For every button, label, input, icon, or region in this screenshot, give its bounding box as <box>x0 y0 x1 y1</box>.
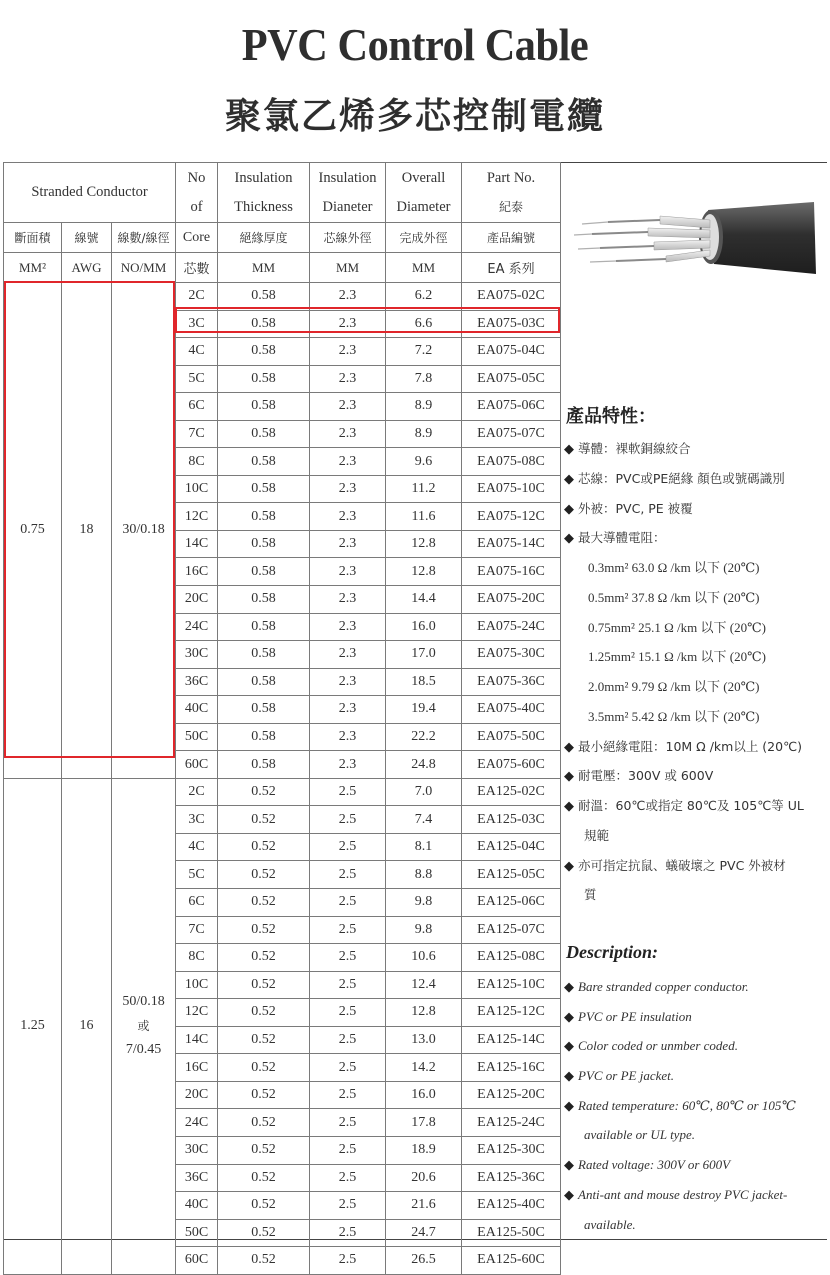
cell-od: 18.5 <box>386 668 462 696</box>
cell-ins_d: 2.5 <box>310 1109 386 1137</box>
header-zh-area: 斷面積 <box>4 223 62 253</box>
cell-ins_d: 2.3 <box>310 393 386 421</box>
conductor-no-mm-primary: 30/0.18 <box>122 522 165 538</box>
page-subtitle-chinese: 聚氯乙烯多芯控制電纜 <box>224 96 605 137</box>
cell-ins_d: 2.3 <box>310 420 386 448</box>
cell-thick: 0.58 <box>218 283 310 311</box>
cell-part: EA125-02C <box>462 778 561 806</box>
cell-core: 20C <box>176 586 218 614</box>
cell-od: 6.2 <box>386 283 462 311</box>
description-item <box>564 1210 826 1240</box>
table-row <box>4 778 561 806</box>
cell-ins_d: 2.3 <box>310 283 386 311</box>
cell-thick: 0.58 <box>218 558 310 586</box>
cell-ins_d: 2.3 <box>310 751 386 779</box>
header-row-chinese <box>4 223 561 253</box>
cell-ins_d: 2.3 <box>310 558 386 586</box>
cell-ins_d: 2.3 <box>310 696 386 724</box>
cell-thick: 0.58 <box>218 475 310 503</box>
cell-ins_d: 2.5 <box>310 971 386 999</box>
header-zh-thickness: 絕緣厚度 <box>218 223 310 253</box>
diamond-bullet-icon: ◆ <box>564 1157 574 1173</box>
cell-ins_d: 2.5 <box>310 889 386 917</box>
feature-item <box>564 791 826 821</box>
cell-thick: 0.52 <box>218 1109 310 1137</box>
cell-part: EA125-24C <box>462 1109 561 1137</box>
diamond-bullet-icon: ◆ <box>564 1186 574 1202</box>
cell-ins_d: 2.3 <box>310 668 386 696</box>
features-title: 產品特性： <box>566 406 656 427</box>
feature-text: 0.5mm² 37.8 Ω /km 以下 (20℃) <box>588 589 760 605</box>
feature-item <box>564 702 826 732</box>
cell-part: EA075-14C <box>462 530 561 558</box>
cell-part: EA125-04C <box>462 833 561 861</box>
cell-core: 4C <box>176 833 218 861</box>
feature-item <box>564 523 826 553</box>
cell-part: EA075-36C <box>462 668 561 696</box>
cell-core: 60C <box>176 751 218 779</box>
cell-ins_d: 2.3 <box>310 475 386 503</box>
feature-text: 1.25mm² 15.1 Ω /km 以下 (20℃) <box>588 649 766 665</box>
cell-thick: 0.52 <box>218 971 310 999</box>
cell-thick: 0.58 <box>218 641 310 669</box>
feature-text: 質 <box>584 887 597 903</box>
feature-item <box>564 613 826 643</box>
cell-core: 5C <box>176 365 218 393</box>
feature-item <box>564 642 826 672</box>
cell-ins_d: 2.3 <box>310 365 386 393</box>
description-text: Bare stranded copper conductor. <box>578 979 749 994</box>
description-text: PVC or PE jacket. <box>578 1068 675 1084</box>
cell-thick: 0.52 <box>218 1054 310 1082</box>
cell-part: EA075-06C <box>462 393 561 421</box>
cell-od: 16.0 <box>386 1081 462 1109</box>
cell-part: EA075-24C <box>462 613 561 641</box>
feature-item <box>564 880 826 910</box>
cell-core: 20C <box>176 1081 218 1109</box>
cell-part: EA125-08C <box>462 944 561 972</box>
cell-ins_d: 2.5 <box>310 833 386 861</box>
cell-od: 18.9 <box>386 1136 462 1164</box>
cell-core: 10C <box>176 475 218 503</box>
unit-series: EA 系列 <box>462 253 561 283</box>
header-row-english <box>4 163 561 223</box>
cell-ins_d: 2.5 <box>310 861 386 889</box>
cell-core: 16C <box>176 558 218 586</box>
cell-od: 17.8 <box>386 1109 462 1137</box>
feature-item <box>564 434 826 464</box>
cell-od: 8.8 <box>386 861 462 889</box>
cell-core: 16C <box>176 1054 218 1082</box>
cell-ins_d: 2.3 <box>310 338 386 366</box>
cell-thick: 0.58 <box>218 696 310 724</box>
cell-part: EA075-50C <box>462 723 561 751</box>
feature-text: 0.75mm² 25.1 Ω /km 以下 (20℃) <box>588 619 766 635</box>
cell-part: EA125-60C <box>462 1247 561 1275</box>
unit-core: 芯數 <box>176 253 218 283</box>
cell-ins_d: 2.5 <box>310 1247 386 1275</box>
cell-core: 7C <box>176 420 218 448</box>
cell-part: EA075-60C <box>462 751 561 779</box>
description-text: available. <box>584 1216 636 1232</box>
header-insulation-diameter: Insulation Dianeter <box>310 163 386 223</box>
cell-od: 9.6 <box>386 448 462 476</box>
description-text: Rated voltage: 300V or 600V <box>578 1157 731 1173</box>
cell-thick: 0.52 <box>218 1192 310 1220</box>
description-text: available or UL type. <box>584 1127 695 1143</box>
cell-od: 8.9 <box>386 393 462 421</box>
cell-thick: 0.52 <box>218 1136 310 1164</box>
cell-core: 10C <box>176 971 218 999</box>
cell-core: 40C <box>176 1192 218 1220</box>
cell-thick: 0.58 <box>218 420 310 448</box>
cell-thick: 0.52 <box>218 1081 310 1109</box>
feature-text: 耐電壓：300V 或 600V <box>578 768 714 784</box>
cell-thick: 0.52 <box>218 1219 310 1247</box>
header-zh-overall: 完成外徑 <box>386 223 462 253</box>
cell-core: 4C <box>176 338 218 366</box>
cell-od: 8.1 <box>386 833 462 861</box>
cell-thick: 0.58 <box>218 668 310 696</box>
cell-od: 17.0 <box>386 641 462 669</box>
cell-od: 14.2 <box>386 1054 462 1082</box>
unit-nomm: NO/MM <box>112 253 176 283</box>
conductor-awg: 16 <box>62 778 112 1274</box>
cell-ins_d: 2.3 <box>310 723 386 751</box>
cell-core: 6C <box>176 889 218 917</box>
cell-od: 8.9 <box>386 420 462 448</box>
description-item <box>564 1180 826 1210</box>
feature-item <box>564 583 826 613</box>
cell-part: EA125-10C <box>462 971 561 999</box>
cell-core: 36C <box>176 1164 218 1192</box>
conductor-no-mm <box>112 778 176 1274</box>
cell-part: EA125-40C <box>462 1192 561 1220</box>
conductor-no-mm-alt: 7/0.45 <box>125 1042 162 1058</box>
cell-od: 10.6 <box>386 944 462 972</box>
conductor-no-mm-or: 或 <box>137 1019 150 1034</box>
description-item <box>564 1061 826 1091</box>
unit-mm2: MM² <box>4 253 62 283</box>
cell-part: EA075-16C <box>462 558 561 586</box>
feature-text: 最小絕緣電阻：10M Ω /km以上 (20℃) <box>578 738 802 754</box>
description-item <box>564 1120 826 1150</box>
cell-part: EA075-02C <box>462 283 561 311</box>
description-list <box>564 972 826 1239</box>
cell-od: 9.8 <box>386 916 462 944</box>
header-row-units <box>4 253 561 283</box>
cell-part: EA075-12C <box>462 503 561 531</box>
cell-ins_d: 2.5 <box>310 1192 386 1220</box>
cell-od: 7.8 <box>386 365 462 393</box>
feature-text: 亦可指定抗鼠、蟻破壞之 PVC 外被材 <box>578 857 786 873</box>
cell-part: EA125-20C <box>462 1081 561 1109</box>
cell-thick: 0.52 <box>218 999 310 1027</box>
cell-core: 3C <box>176 310 218 338</box>
highlight-box-row-ea075-03c <box>175 307 560 333</box>
feature-item <box>564 672 826 702</box>
cell-core: 5C <box>176 861 218 889</box>
diamond-bullet-icon: ◆ <box>564 471 574 487</box>
cell-thick: 0.58 <box>218 530 310 558</box>
cell-thick: 0.52 <box>218 1026 310 1054</box>
cell-ins_d: 2.3 <box>310 641 386 669</box>
cell-core: 60C <box>176 1247 218 1275</box>
feature-text: 外被：PVC, PE 被覆 <box>578 500 693 516</box>
feature-item <box>564 494 826 524</box>
cell-ins_d: 2.5 <box>310 1136 386 1164</box>
cell-thick: 0.58 <box>218 613 310 641</box>
header-stranded-conductor: Stranded Conductor <box>4 163 176 223</box>
description-text: Color coded or unmber coded. <box>578 1038 738 1054</box>
header-core-label: Core <box>176 223 218 253</box>
cell-core: 50C <box>176 1219 218 1247</box>
description-item <box>564 1002 826 1032</box>
diamond-bullet-icon: ◆ <box>564 858 574 874</box>
cell-od: 19.4 <box>386 696 462 724</box>
cell-ins_d: 2.5 <box>310 999 386 1027</box>
conductor-area: 0.75 <box>4 283 62 779</box>
cell-part: EA125-06C <box>462 889 561 917</box>
cell-part: EA075-08C <box>462 448 561 476</box>
cell-thick: 0.58 <box>218 751 310 779</box>
cell-ins_d: 2.5 <box>310 1054 386 1082</box>
cell-part: EA075-10C <box>462 475 561 503</box>
cell-od: 14.4 <box>386 586 462 614</box>
cell-part: EA125-50C <box>462 1219 561 1247</box>
cell-core: 12C <box>176 503 218 531</box>
cell-od: 13.0 <box>386 1026 462 1054</box>
cell-od: 21.6 <box>386 1192 462 1220</box>
cell-part: EA075-03C <box>462 310 561 338</box>
cell-core: 14C <box>176 530 218 558</box>
header-zh-part: 產品編號 <box>462 223 561 253</box>
cell-od: 26.5 <box>386 1247 462 1275</box>
diamond-bullet-icon: ◆ <box>564 501 574 517</box>
cell-ins_d: 2.5 <box>310 1026 386 1054</box>
cell-thick: 0.52 <box>218 1164 310 1192</box>
cell-od: 12.8 <box>386 999 462 1027</box>
cell-core: 8C <box>176 448 218 476</box>
description-item <box>564 1031 826 1061</box>
cell-od: 11.2 <box>386 475 462 503</box>
cell-od: 7.4 <box>386 806 462 834</box>
diamond-bullet-icon: ◆ <box>564 531 574 547</box>
description-item <box>564 972 826 1002</box>
cell-core: 14C <box>176 1026 218 1054</box>
feature-text: 導體：裸軟銅線絞合 <box>578 441 691 456</box>
description-text: Rated temperature: 60℃, 80℃ or 105℃ <box>578 1097 796 1113</box>
cell-core: 12C <box>176 999 218 1027</box>
cell-od: 7.0 <box>386 778 462 806</box>
description-text: PVC or PE insulation <box>578 1008 692 1024</box>
cell-ins_d: 2.3 <box>310 586 386 614</box>
header-part-no: Part No. 紀泰 <box>462 163 561 223</box>
header-zh-core-od: 芯線外徑 <box>310 223 386 253</box>
cell-core: 24C <box>176 613 218 641</box>
cell-ins_d: 2.5 <box>310 1164 386 1192</box>
header-no-of-core: No of <box>176 163 218 223</box>
cell-part: EA125-07C <box>462 916 561 944</box>
cell-part: EA125-36C <box>462 1164 561 1192</box>
cell-ins_d: 2.3 <box>310 503 386 531</box>
cell-part: EA075-05C <box>462 365 561 393</box>
cell-part: EA125-16C <box>462 1054 561 1082</box>
cell-core: 2C <box>176 283 218 311</box>
description-item <box>564 1150 826 1180</box>
feature-item <box>564 761 826 791</box>
cell-thick: 0.52 <box>218 861 310 889</box>
cell-ins_d: 2.5 <box>310 806 386 834</box>
cell-thick: 0.58 <box>218 503 310 531</box>
cell-ins_d: 2.5 <box>310 944 386 972</box>
cell-od: 9.8 <box>386 889 462 917</box>
diamond-bullet-icon: ◆ <box>564 799 574 814</box>
unit-mm-overall: MM <box>386 253 462 283</box>
cell-od: 16.0 <box>386 613 462 641</box>
cell-part: EA075-30C <box>462 641 561 669</box>
cell-ins_d: 2.3 <box>310 310 386 338</box>
cell-thick: 0.58 <box>218 310 310 338</box>
diamond-bullet-icon: ◆ <box>564 1038 574 1054</box>
cell-part: EA075-20C <box>462 586 561 614</box>
cell-thick: 0.58 <box>218 448 310 476</box>
conductor-awg: 18 <box>62 283 112 779</box>
diamond-bullet-icon: ◆ <box>564 1008 574 1024</box>
cell-core: 8C <box>176 944 218 972</box>
header-zh-awg: 線號 <box>62 223 112 253</box>
cell-od: 24.8 <box>386 751 462 779</box>
feature-item <box>564 851 826 881</box>
cell-od: 11.6 <box>386 503 462 531</box>
cell-part: EA125-05C <box>462 861 561 889</box>
cell-core: 36C <box>176 668 218 696</box>
feature-text: 0.3mm² 63.0 Ω /km 以下 (20℃) <box>588 560 760 575</box>
feature-text: 3.5mm² 5.42 Ω /km 以下 (20℃) <box>588 708 760 724</box>
diamond-bullet-icon: ◆ <box>564 739 574 755</box>
cell-thick: 0.52 <box>218 889 310 917</box>
cell-thick: 0.58 <box>218 338 310 366</box>
unit-mm-thickness: MM <box>218 253 310 283</box>
feature-item <box>564 821 826 851</box>
cell-thick: 0.52 <box>218 778 310 806</box>
cell-thick: 0.52 <box>218 1247 310 1275</box>
cell-thick: 0.58 <box>218 723 310 751</box>
cell-part: EA125-03C <box>462 806 561 834</box>
cell-part: EA075-40C <box>462 696 561 724</box>
cell-thick: 0.52 <box>218 806 310 834</box>
feature-item <box>564 464 826 494</box>
cell-core: 30C <box>176 1136 218 1164</box>
cell-part: EA125-14C <box>462 1026 561 1054</box>
cell-core: 2C <box>176 778 218 806</box>
description-text: Anti-ant and mouse destroy PVC jacket- <box>578 1186 788 1202</box>
cell-core: 6C <box>176 393 218 421</box>
diamond-bullet-icon: ◆ <box>564 769 574 785</box>
cell-od: 7.2 <box>386 338 462 366</box>
cell-thick: 0.52 <box>218 833 310 861</box>
highlight-box-group-075 <box>4 281 175 758</box>
conductor-area: 1.25 <box>4 778 62 1274</box>
diamond-bullet-icon: ◆ <box>564 1068 574 1084</box>
header-insulation-thickness: Insulation Thickness <box>218 163 310 223</box>
cell-thick: 0.58 <box>218 393 310 421</box>
feature-item <box>564 553 826 583</box>
cell-od: 12.8 <box>386 530 462 558</box>
cell-thick: 0.52 <box>218 944 310 972</box>
feature-item <box>564 732 826 762</box>
diamond-bullet-icon: ◆ <box>564 1097 574 1113</box>
cell-core: 50C <box>176 723 218 751</box>
cell-core: 24C <box>176 1109 218 1137</box>
cell-od: 20.6 <box>386 1164 462 1192</box>
cell-core: 30C <box>176 641 218 669</box>
cell-core: 3C <box>176 806 218 834</box>
cell-part: EA075-04C <box>462 338 561 366</box>
cell-od: 6.6 <box>386 310 462 338</box>
conductor-no-mm-primary: 50/0.18 <box>122 994 165 1010</box>
cell-ins_d: 2.3 <box>310 448 386 476</box>
cell-part: EA125-12C <box>462 999 561 1027</box>
cell-od: 12.8 <box>386 558 462 586</box>
feature-text: 最大導體電阻： <box>578 530 666 546</box>
description-item <box>564 1091 826 1121</box>
feature-text: 規範 <box>584 827 610 843</box>
description-title: Description: <box>566 942 658 962</box>
cell-od: 22.2 <box>386 723 462 751</box>
feature-text: 2.0mm² 9.79 Ω /km 以下 (20℃) <box>588 679 760 694</box>
cell-od: 12.4 <box>386 971 462 999</box>
cell-ins_d: 2.5 <box>310 916 386 944</box>
header-zh-nomm: 線數/線徑 <box>112 223 176 253</box>
diamond-bullet-icon: ◆ <box>564 442 574 457</box>
diamond-bullet-icon: ◆ <box>564 979 574 994</box>
cell-ins_d: 2.3 <box>310 530 386 558</box>
cell-od: 24.7 <box>386 1219 462 1247</box>
cell-thick: 0.58 <box>218 586 310 614</box>
cell-core: 7C <box>176 916 218 944</box>
features-list <box>564 434 826 910</box>
feature-text: 耐溫：60℃或指定 80℃及 105℃等 UL <box>578 798 804 813</box>
cell-ins_d: 2.5 <box>310 778 386 806</box>
page-title: PVC Control Cable <box>241 19 589 70</box>
cell-ins_d: 2.5 <box>310 1219 386 1247</box>
cell-ins_d: 2.5 <box>310 1081 386 1109</box>
cable-cross-section-illustration <box>568 198 818 276</box>
cell-thick: 0.58 <box>218 365 310 393</box>
side-panel <box>560 162 826 1238</box>
cell-thick: 0.52 <box>218 916 310 944</box>
cell-ins_d: 2.3 <box>310 613 386 641</box>
cell-part: EA125-30C <box>462 1136 561 1164</box>
unit-awg: AWG <box>62 253 112 283</box>
cell-core: 40C <box>176 696 218 724</box>
header-overall-diameter: Overall Diameter <box>386 163 462 223</box>
unit-mm-ins-diameter: MM <box>310 253 386 283</box>
cell-part: EA075-07C <box>462 420 561 448</box>
feature-text: 芯線：PVC或PE絕緣 顏色或號碼識別 <box>578 470 785 486</box>
